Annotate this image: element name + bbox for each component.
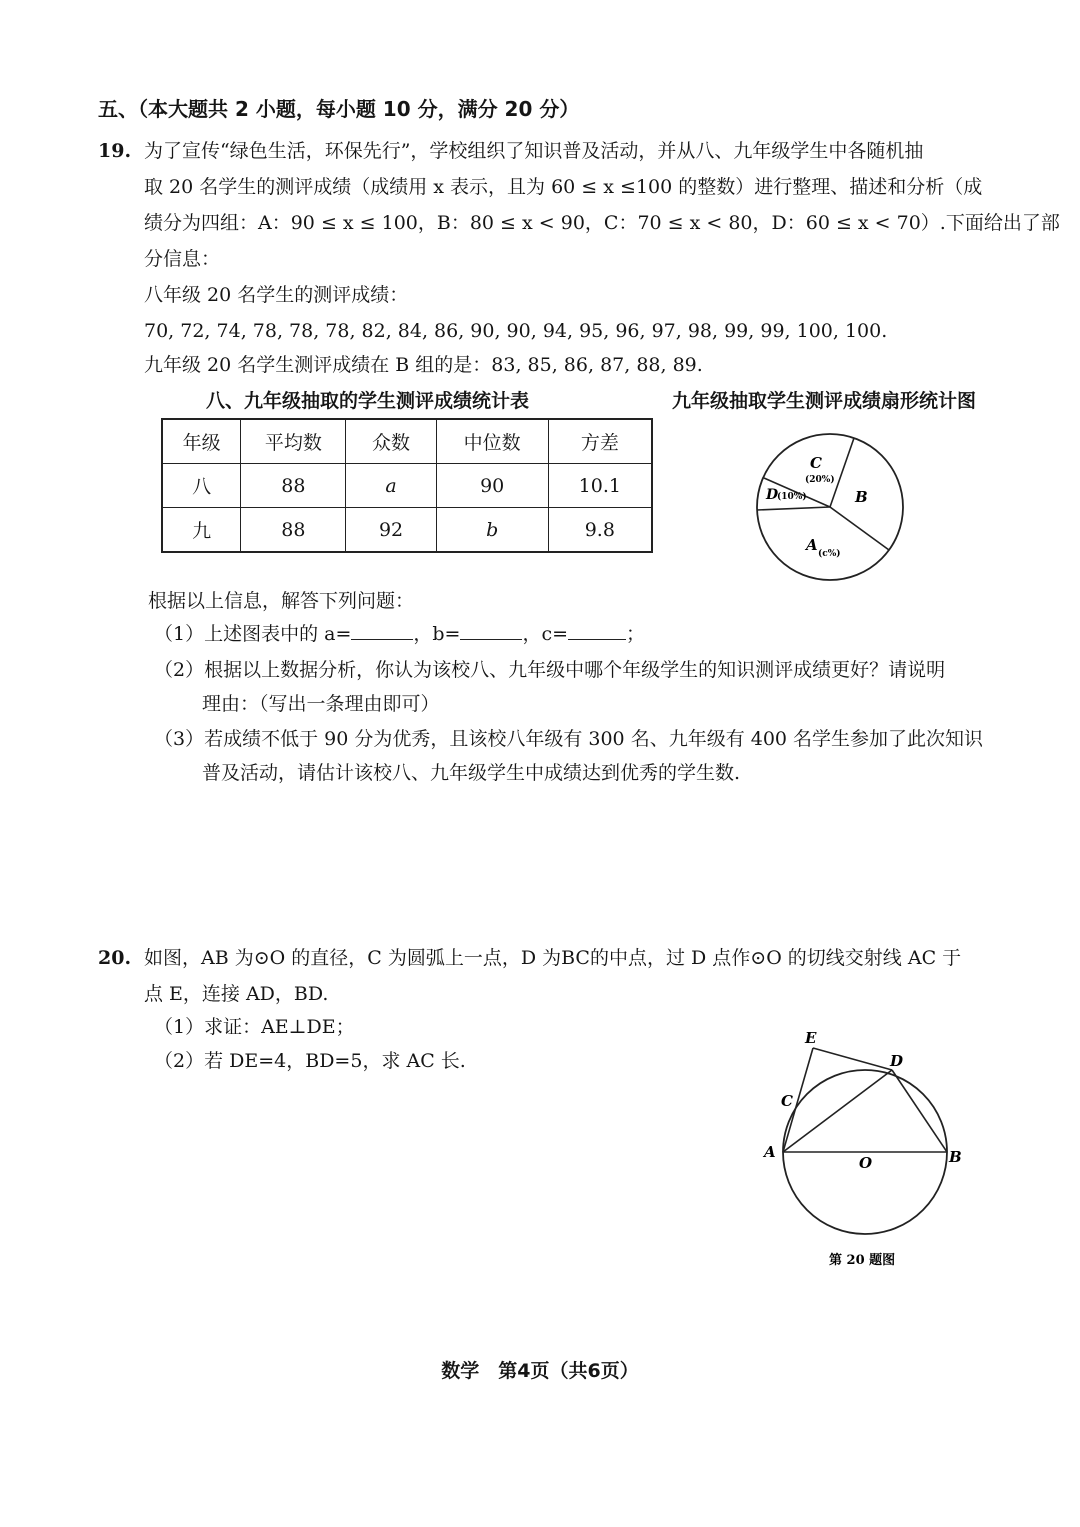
q19-sub3-line-2: 普及活动，请估计该校八、九年级学生中成绩达到优秀的学生数.	[202, 762, 741, 784]
segment-ad	[783, 1070, 892, 1152]
q19-sub2-line-1: （2）根据以上数据分析，你认为该校八、九年级中哪个年级学生的知识测评成绩更好？请说明	[154, 659, 946, 681]
q19-stem-line-4: 分信息：	[144, 248, 221, 270]
pie-label-c: C	[810, 454, 822, 472]
col-header-mean: 平均数	[241, 419, 346, 464]
figure-caption: 第 20 题图	[829, 1253, 896, 1268]
q19-sub1	[154, 621, 645, 647]
cell-grade-9-variance: 9.8	[548, 508, 652, 553]
cell-grade-9-mean: 88	[241, 508, 346, 553]
q20-sub2: （2）若 DE=4，BD=5，求 AC 长.	[154, 1050, 466, 1072]
pie-label-a: A	[806, 536, 818, 554]
question-19-number: 19.	[98, 140, 132, 162]
cell-grade-9-median: b	[436, 508, 548, 553]
question-20-number: 20.	[98, 947, 132, 969]
cell-grade-8: 八	[162, 464, 241, 508]
cell-grade-8-variance: 10.1	[548, 464, 652, 508]
col-header-variance: 方差	[548, 419, 652, 464]
point-label-e: E	[805, 1029, 817, 1047]
grade9-group-b-scores: 九年级 20 名学生测评成绩在 B 组的是：83, 85, 86, 87, 88, 89.	[144, 354, 703, 376]
answer-blank-c[interactable]	[568, 621, 626, 640]
q19-sub1-c-label: ，c=	[522, 623, 569, 645]
q19-sub1-b-label: ，b=	[413, 623, 461, 645]
col-header-median: 中位数	[436, 419, 548, 464]
col-header-mode: 众数	[346, 419, 436, 464]
pie-divider-b-a	[830, 507, 889, 550]
col-header-grade: 年级	[162, 419, 241, 464]
q20-stem-line-2: 点 E，连接 AD，BD.	[144, 983, 329, 1005]
geometry-figure	[755, 1020, 975, 1280]
point-label-b: B	[949, 1148, 962, 1166]
q19-sub1-end: ；	[626, 623, 646, 645]
pie-label-b: B	[855, 488, 868, 506]
q19-prompt: 根据以上信息，解答下列问题：	[148, 590, 415, 612]
pie-label-a-pct: (c%)	[818, 549, 841, 559]
pie-label-c-pct: (20%)	[805, 475, 835, 485]
grade8-scores-label: 八年级 20 名学生的测评成绩：	[144, 284, 409, 306]
page-footer: 数学 第4页（共6页）	[441, 1360, 639, 1382]
answer-blank-b[interactable]	[460, 621, 522, 640]
tangent-ed	[813, 1048, 892, 1070]
stats-table	[161, 418, 653, 553]
stats-table-row	[162, 508, 652, 553]
pie-label-d: D	[766, 487, 779, 503]
cell-grade-8-mode: a	[346, 464, 436, 508]
point-label-o: O	[859, 1154, 873, 1172]
pie-divider-d-a	[757, 507, 830, 510]
q19-stem-line-2: 取 20 名学生的测评成绩（成绩用 x 表示，且为 60 ≤ x ≤100 的整数）进行整理、描述和分析（成	[144, 176, 983, 198]
pie-chart-title: 九年级抽取学生测评成绩扇形统计图	[672, 390, 977, 412]
q19-stem-line-1: 为了宣传“绿色生活，环保先行”，学校组织了知识普及活动，并从八、九年级学生中各随机抽	[144, 140, 924, 162]
q20-sub1: （1）求证：AE⊥DE；	[154, 1016, 355, 1038]
stats-table-header-row	[162, 419, 652, 464]
grade8-scores-list: 70, 72, 74, 78, 78, 78, 82, 84, 86, 90, 90, 94, 95, 96, 97, 98, 99, 99, 100, 100.	[144, 320, 888, 342]
point-label-c: C	[781, 1092, 793, 1110]
stats-table-row	[162, 464, 652, 508]
cell-grade-8-median: 90	[436, 464, 548, 508]
cell-grade-9-mode: 92	[346, 508, 436, 553]
q19-stem-line-3: 绩分为四组：A：90 ≤ x ≤ 100，B：80 ≤ x < 90，C：70 ≤ x < 80，D：60 ≤ x < 70）.下面给出了部	[144, 212, 1060, 234]
answer-blank-a[interactable]	[351, 621, 413, 640]
section-heading: 五、（本大题共 2 小题，每小题 10 分，满分 20 分）	[98, 97, 580, 121]
pie-chart	[740, 428, 920, 588]
stats-table-title: 八、九年级抽取的学生测评成绩统计表	[206, 390, 530, 412]
cell-grade-9: 九	[162, 508, 241, 553]
cell-grade-8-mean: 88	[241, 464, 346, 508]
point-label-a: A	[764, 1143, 776, 1161]
q19-sub1-prefix: （1）上述图表中的 a=	[154, 623, 352, 645]
point-label-d: D	[890, 1052, 904, 1070]
pie-divider-c-b	[830, 438, 854, 507]
segment-bd	[892, 1070, 947, 1152]
q19-sub2-line-2: 理由：（写出一条理由即可）	[202, 693, 440, 715]
pie-label-d-pct: (10%)	[777, 492, 807, 502]
q20-stem-line-1: 如图，AB 为⊙O 的直径，C 为圆弧上一点，D 为BC的中点，过 D 点作⊙O 的切线交射线 AC 于	[144, 947, 962, 969]
q19-sub3-line-1: （3）若成绩不低于 90 分为优秀，且该校八年级有 300 名、九年级有 400 名学生参加了此次知识	[154, 728, 984, 750]
